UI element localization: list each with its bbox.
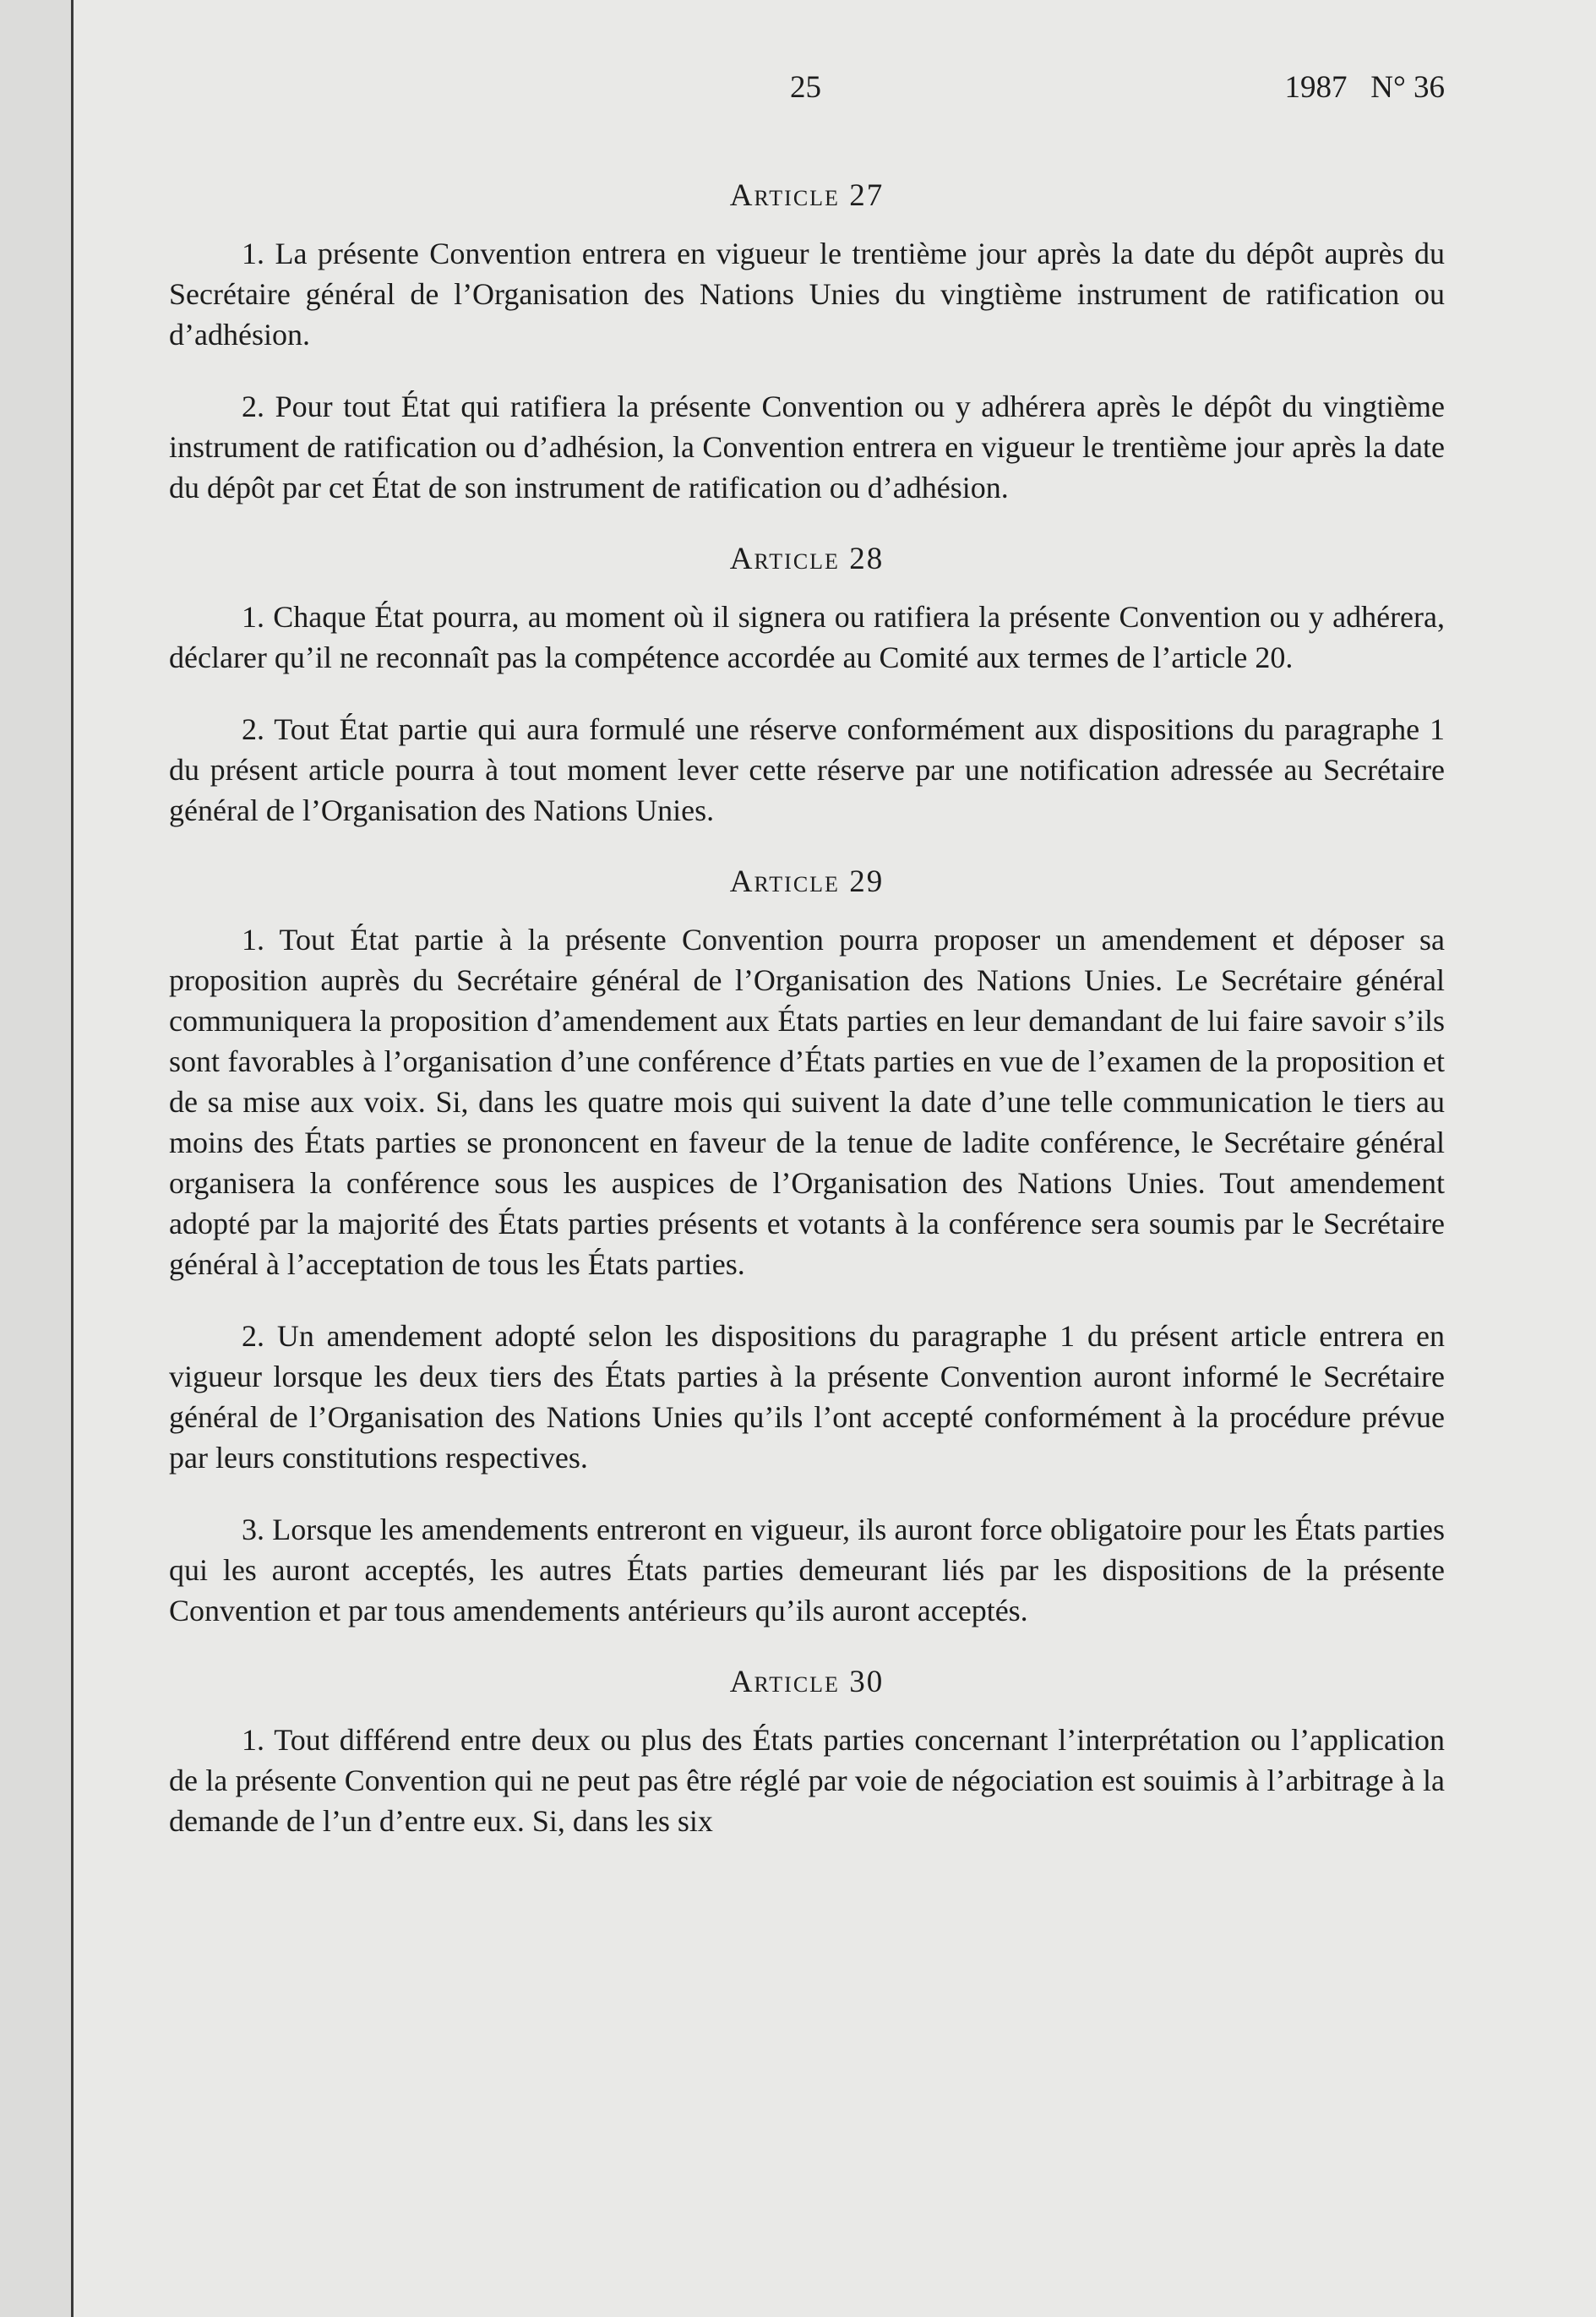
document-body: [169, 159, 1445, 1873]
article-30-paragraph-1: 1. Tout différend entre deux ou plus des États parties concernant l’interprétation ou l’application de la présente Convention qui ne peut pas être réglé par voie de négociation est souimis à l’arbitrage à la demande de l’un d’entre eux. Si, dans les six: [169, 1723, 1445, 1839]
article-heading: Article 28: [729, 542, 885, 577]
article-27: [169, 176, 1445, 508]
article-29-paragraph-1: 1. Tout État partie à la présente Convention pourra proposer un amendement et déposer sa proposition auprès du Secrétaire général de l’Organisation des Nations Unies. Le Secrétaire général communiquera la proposition d’amendement aux États parties en leur demandant de lui faire savoir s’ils sont favorables à l’organisation d’une conférence d’États parties en vue de l’examen de la proposition et de sa mise aux voix. Si, dans les quatre mois qui suivent la date d’une telle communication le tiers au moins des États parties se prononcent en faveur de la tenue de ladite conférence, le Secrétaire général organisera la conférence sous les auspices de l’Organisation des Nations Unies. Tout amendement adopté par la majorité des États parties présents et votants à la conférence sera soumis par le Secrétaire général à l’acceptation de tous les États parties.: [169, 923, 1445, 1282]
article-heading: Article 30: [729, 1665, 885, 1700]
article-heading: Article 29: [729, 864, 885, 900]
page-header: [169, 69, 1445, 120]
article-28-paragraph-2: 2. Tout État partie qui aura formulé une réserve conformément aux dispositions du paragraphe 1 du présent article pourra à tout moment lever cette réserve par une notification adressée au Secrétaire général de l’Organisation des Nations Unies.: [169, 712, 1445, 828]
header-year: 1987: [1284, 70, 1348, 105]
page-binding-edge: [71, 0, 74, 2317]
article-29: [169, 862, 1445, 1631]
article-28: [169, 539, 1445, 831]
page-gutter-shade: [0, 0, 71, 2317]
article-29-paragraph-3: 3. Lorsque les amendements entreront en vigueur, ils auront force obligatoire pour les États parties qui les auront acceptés, les autres États parties demeurant liés par les dispositions de la présente Convention et par tous amendements antérieurs qu’ils auront acceptés.: [169, 1513, 1445, 1628]
header-issue-number: N° 36: [1370, 70, 1445, 105]
article-heading: Article 27: [729, 178, 885, 213]
article-30: [169, 1662, 1445, 1841]
page-number: 25: [790, 70, 821, 105]
article-27-paragraph-1: 1. La présente Convention entrera en vigueur le trentième jour après la date du dépôt auprès du Secrétaire général de l’Organisation des Nations Unies du vingtième instrument de ratification ou d’adhésion.: [169, 237, 1445, 352]
issue-reference: [1284, 69, 1445, 106]
article-27-paragraph-2: 2. Pour tout État qui ratifiera la présente Convention ou y adhérera après le dépôt du vingtième instrument de ratification ou d’adhésion, la Convention entrera en vigueur le trentième jour après la date du dépôt par cet État de son instrument de ratification ou d’adhésion.: [169, 390, 1445, 505]
article-29-paragraph-2: 2. Un amendement adopté selon les dispositions du paragraphe 1 du présent article entrera en vigueur lorsque les deux tiers des États parties à la présente Convention auront informé le Secrétaire général de l’Organisation des Nations Unies qu’ils l’ont accepté conformément à la procédure prévue par leurs constitutions respectives.: [169, 1319, 1445, 1475]
article-28-paragraph-1: 1. Chaque État pourra, au moment où il signera ou ratifiera la présente Convention ou y adhérera, déclarer qu’il ne reconnaît pas la compétence accordée au Comité aux termes de l’article 20.: [169, 600, 1445, 675]
